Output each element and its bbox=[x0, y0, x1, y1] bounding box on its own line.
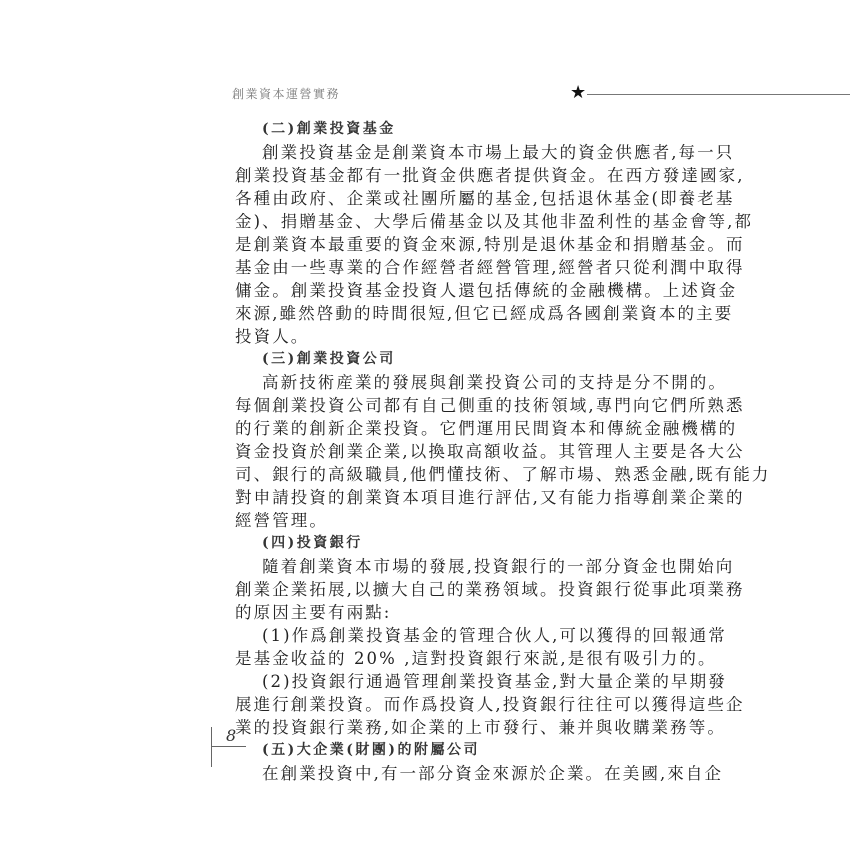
text-line: 司、銀行的高級職員,他們懂技術、了解市場、熟悉金融,既有能力 bbox=[235, 465, 771, 484]
section-heading: (五)大企業(財團)的附屬公司 bbox=[262, 742, 480, 758]
text-line: 的行業的創新企業投資。它們運用民間資本和傳統金融機構的 bbox=[235, 419, 738, 438]
body-text bbox=[235, 118, 771, 785]
section-heading: (三)創業投資公司 bbox=[262, 351, 396, 367]
page-number-vertical-rule bbox=[211, 727, 212, 767]
text-line: 每個創業投資公司都有自己側重的技術領域,專門向它們所熟悉 bbox=[235, 396, 745, 415]
running-title: 創業資本運營實務 bbox=[232, 87, 341, 101]
text-line: 是創業資本最重要的資金來源,特別是退休基金和捐贈基金。而 bbox=[235, 235, 745, 254]
text-line: 來源,雖然啓動的時間很短,但它已經成爲各國創業資本的主要 bbox=[235, 304, 734, 323]
text-line: 高新技術産業的發展與創業投資公司的支持是分不開的。 bbox=[262, 373, 727, 392]
header-rule bbox=[587, 94, 850, 95]
section-heading: (二)創業投資基金 bbox=[262, 121, 396, 137]
text-line: (1)作爲創業投資基金的管理合伙人,可以獲得的回報通常 bbox=[262, 626, 727, 645]
page-number-horizontal-rule bbox=[211, 746, 246, 747]
section-heading: (四)投資銀行 bbox=[262, 535, 363, 551]
text-line: 資金投資於創業企業,以換取高額收益。其管理人主要是各大公 bbox=[235, 442, 745, 461]
text-line: 創業投資基金都有一批資金供應者提供資金。在西方發達國家, bbox=[235, 166, 745, 185]
text-line: 創業企業拓展,以擴大自己的業務領域。投資銀行從事此項業務 bbox=[235, 580, 745, 599]
star-icon: ★ bbox=[570, 82, 587, 103]
text-line: 在創業投資中,有一部分資金來源於企業。在美國,來自企 bbox=[262, 764, 724, 783]
text-line: 是基金收益的 20% ,這對投資銀行來説,是很有吸引力的。 bbox=[235, 649, 717, 668]
page-number-marker bbox=[210, 727, 246, 767]
text-line: 投資人。 bbox=[235, 327, 310, 346]
page-number: 8 bbox=[226, 726, 237, 745]
text-line: 各種由政府、企業或社團所屬的基金,包括退休基金(即養老基 bbox=[235, 189, 735, 208]
text-line: 金)、捐贈基金、大學后備基金以及其他非盈利性的基金會等,都 bbox=[235, 212, 754, 231]
text-line: 經營管理。 bbox=[235, 511, 328, 530]
text-line: 傭金。創業投資基金投資人還包括傳統的金融機構。上述資金 bbox=[235, 281, 738, 300]
text-line: 的原因主要有兩點: bbox=[235, 603, 392, 622]
text-line: 對申請投資的創業資本項目進行評估,又有能力指導創業企業的 bbox=[235, 488, 745, 507]
text-line: 隨着創業資本市場的發展,投資銀行的一部分資金也開始向 bbox=[262, 557, 735, 576]
running-header bbox=[232, 84, 692, 104]
text-line: 業的投資銀行業務,如企業的上市發行、兼并與收購業務等。 bbox=[235, 718, 726, 737]
text-line: 基金由一些專業的合作經營者經營管理,經營者只從利潤中取得 bbox=[235, 258, 745, 277]
text-line: 創業投資基金是創業資本市場上最大的資金供應者,每一只 bbox=[262, 143, 735, 162]
text-line: 展進行創業投資。而作爲投資人,投資銀行往往可以獲得這些企 bbox=[235, 695, 745, 714]
text-line: (2)投資銀行通過管理創業投資基金,對大量企業的早期發 bbox=[262, 672, 727, 691]
